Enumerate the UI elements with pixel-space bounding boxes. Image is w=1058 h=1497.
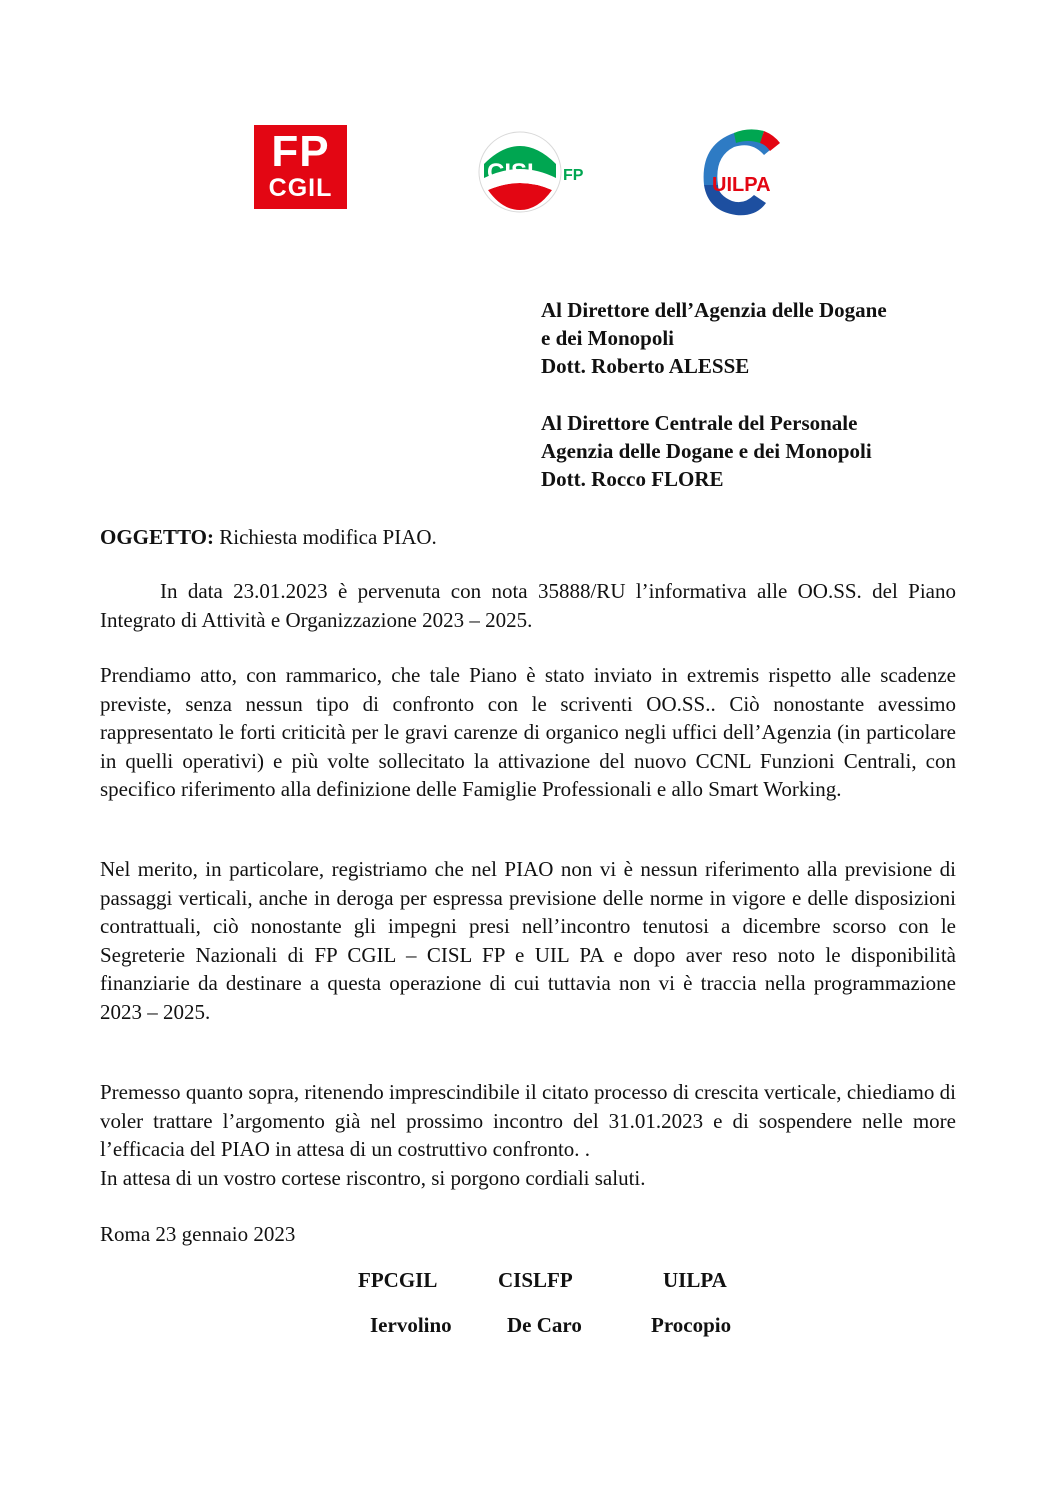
place-date: Roma 23 gennaio 2023 xyxy=(100,1222,296,1246)
cisl-logo-suffix: FP xyxy=(563,167,584,184)
recipient-block-2 xyxy=(541,409,872,493)
body-paragraph-3: Nel merito, in particolare, registriamo che nel PIAO non vi è nessun riferimento alla previsione di passaggi verticali, anche in deroga per espressa previsione delle norme in vigore e delle disposizioni contrattuali, ciò nonostante gli impegni presi nell’incontro tenutosi a dicembre scorso con le Segreterie Nazionali di FP CGIL – CISL FP e UIL PA e dopo aver reso noto le disponibilità finanziarie da destinare a questa operazione di cui tuttavia non vi è traccia nella programmazione 2023 – 2025. xyxy=(100,857,956,1024)
recipient-1-line-3: Dott. Roberto ALESSE xyxy=(541,354,750,378)
body-paragraph-4: Premesso quanto sopra, ritenendo imprescindibile il citato processo di crescita verticale, chiediamo di voler trattare l’argomento già nel prossimo incontro del 31.01.2023 e di sospendere nelle more l’efficacia del PIAO in attesa di un costruttivo confronto. . xyxy=(100,1080,956,1161)
uilpa-logo xyxy=(694,125,806,220)
signature-name-uilpa: Procopio xyxy=(651,1313,732,1337)
fp-cgil-logo-line1: FP xyxy=(271,127,330,176)
closing-paragraph: In attesa di un vostro cortese riscontro, si porgono cordiali saluti. xyxy=(100,1166,646,1190)
cisl-logo-text: CISL xyxy=(487,159,542,186)
recipient-block-1 xyxy=(541,296,887,380)
signature-name-fpcgil: Iervolino xyxy=(370,1313,452,1337)
body-paragraph-1: In data 23.01.2023 è pervenuta con nota 35888/RU l’informativa alle OO.SS. del Piano Integrato di Attività e Organizzazione 2023 – 2025. xyxy=(100,579,956,632)
subject-line xyxy=(100,523,437,551)
recipient-2-line-3: Dott. Rocco FLORE xyxy=(541,467,724,491)
cisl-fp-logo xyxy=(478,130,598,215)
recipient-1-line-2: e dei Monopoli xyxy=(541,326,675,350)
signature-name-cislfp: De Caro xyxy=(507,1313,582,1337)
recipient-1-line-1: Al Direttore dell’Agenzia delle Dogane xyxy=(541,298,887,322)
recipient-2-line-1: Al Direttore Centrale del Personale xyxy=(541,411,858,435)
fp-cgil-logo xyxy=(254,125,347,209)
subject-text: Richiesta modifica PIAO. xyxy=(213,525,437,549)
fp-cgil-logo-line2: CGIL xyxy=(268,174,333,202)
subject-label: OGGETTO: xyxy=(100,525,214,549)
signature-org-uilpa: UILPA xyxy=(663,1268,727,1292)
uilpa-logo-text: UILPA xyxy=(712,174,771,196)
recipient-2-line-2: Agenzia delle Dogane e dei Monopoli xyxy=(541,439,872,463)
signature-org-fpcgil: FPCGIL xyxy=(358,1268,438,1292)
signature-org-cislfp: CISLFP xyxy=(498,1268,573,1292)
body-paragraph-2: Prendiamo atto, con rammarico, che tale Piano è stato inviato in extremis rispetto alle scadenze previste, senza nessun tipo di confronto con le scriventi OO.SS.. Ciò nonostante avessimo rappresentato le forti criticità per le gravi carenze di organico negli uffici dell’Agenzia (in particolare in quelli operativi) e più volte sollecitato la attivazione del nuovo CCNL Funzioni Centrali, con specifico riferimento alla definizione delle Famiglie Professionali e allo Smart Working. xyxy=(100,663,956,801)
